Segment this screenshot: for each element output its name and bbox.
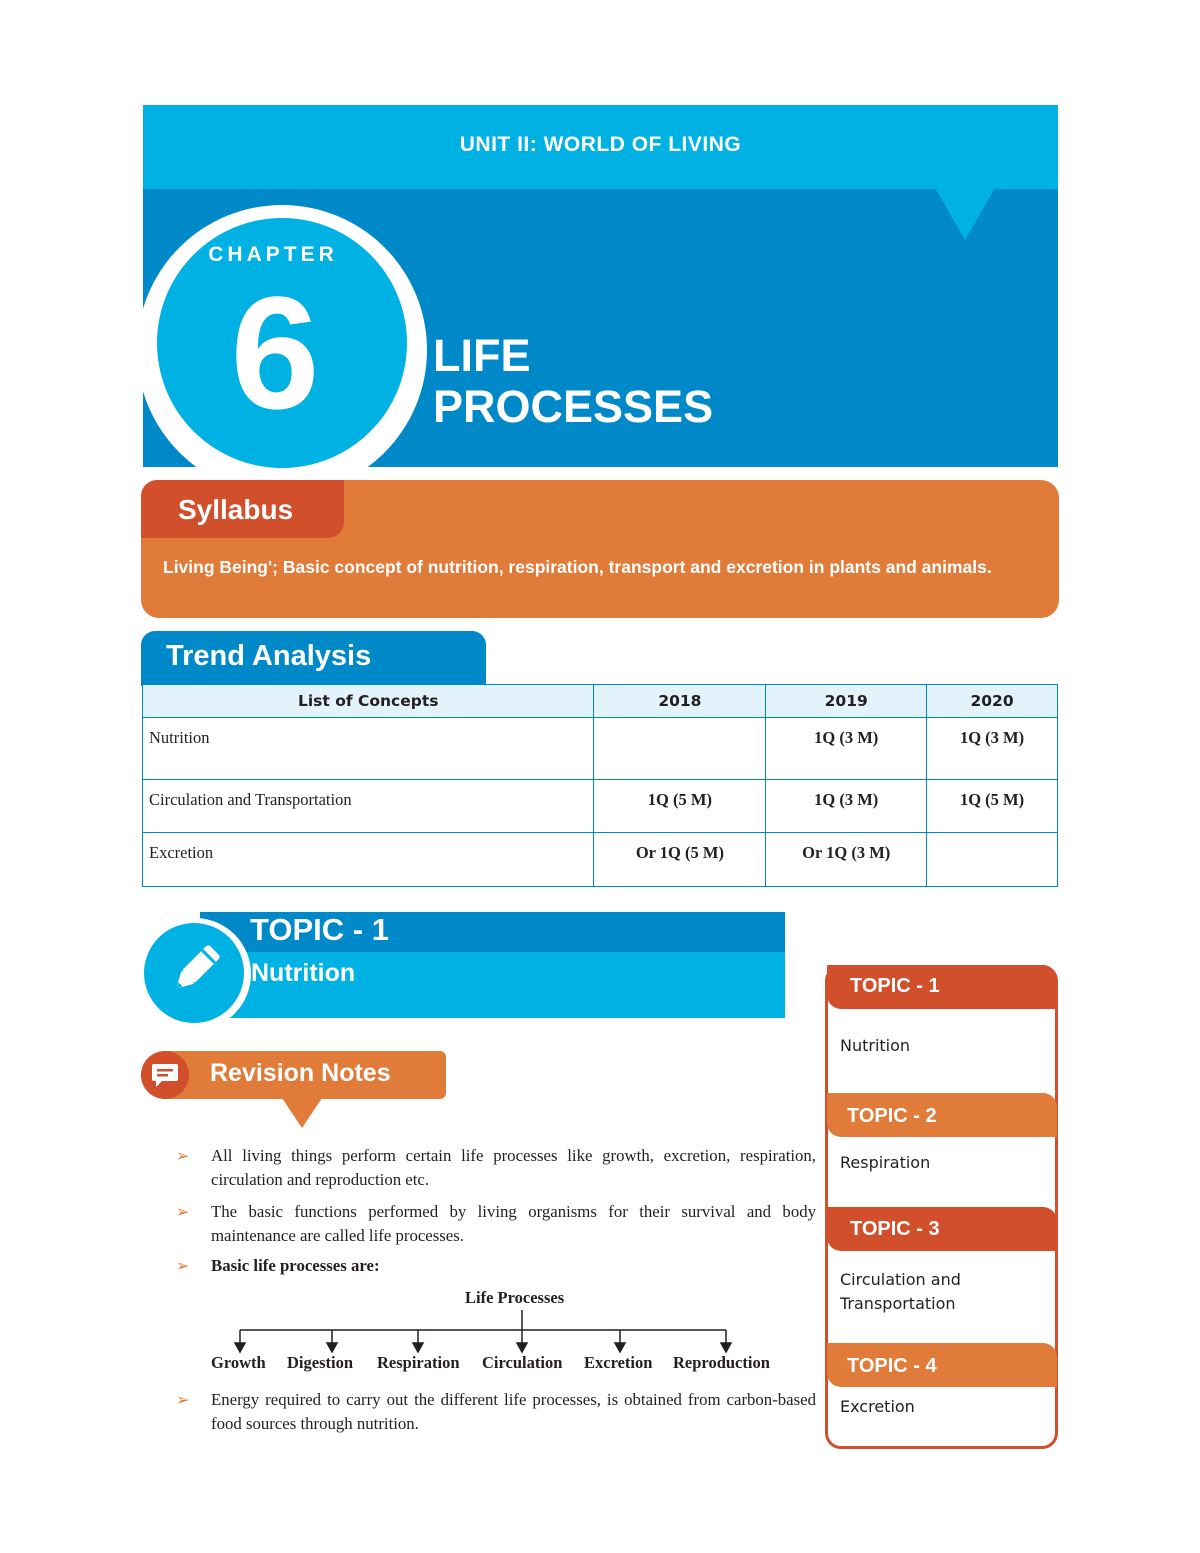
syllabus-heading: Syllabus bbox=[178, 494, 294, 525]
column-header: List of Concepts bbox=[143, 685, 594, 718]
sidebar-item-respiration: Respiration bbox=[840, 1153, 931, 1172]
sidebar-tab-label: TOPIC - 1 bbox=[850, 975, 940, 997]
column-header: 2019 bbox=[766, 685, 927, 718]
unit-title: UNIT II: WORLD OF LIVING bbox=[459, 133, 742, 156]
process-label: Respiration bbox=[377, 1353, 460, 1372]
process-label: Reproduction bbox=[673, 1353, 770, 1372]
revision-notes-heading: Revision Notes bbox=[210, 1059, 391, 1087]
revision-notes-notch bbox=[282, 1098, 322, 1128]
value-cell: 1Q (3 M) bbox=[766, 780, 927, 833]
note-item: Energy required to carry out the different life processes, is obtained from carbon-based food sources through nutrition. bbox=[211, 1390, 816, 1433]
value-cell: Or 1Q (3 M) bbox=[766, 833, 927, 887]
value-cell: Or 1Q (5 M) bbox=[594, 833, 766, 887]
column-header: 2020 bbox=[927, 685, 1058, 718]
sidebar-item-nutrition: Nutrition bbox=[840, 1036, 911, 1055]
chapter-label: CHAPTER bbox=[208, 243, 338, 266]
life-processes-diagram bbox=[230, 1308, 740, 1356]
concept-cell: Circulation and Transportation bbox=[143, 780, 594, 833]
chapter-number: 6 bbox=[230, 263, 320, 442]
topic-number: TOPIC - 1 bbox=[250, 912, 389, 947]
sidebar-item-circulation: Circulation and Transportation bbox=[840, 1270, 961, 1313]
note-item: Basic life processes are: bbox=[211, 1256, 380, 1275]
sidebar-tab-label: TOPIC - 3 bbox=[850, 1218, 940, 1240]
process-label: Excretion bbox=[584, 1353, 653, 1372]
bullet-arrow-icon: ➢ bbox=[176, 1148, 190, 1165]
trend-analysis-heading: Trend Analysis bbox=[166, 640, 372, 672]
chapter-title bbox=[433, 330, 713, 432]
process-label: Circulation bbox=[482, 1353, 563, 1372]
sidebar-tab-label: TOPIC - 2 bbox=[847, 1105, 937, 1127]
band-notch bbox=[935, 188, 995, 240]
process-label: Digestion bbox=[287, 1353, 353, 1372]
chapter-title-line1: LIFE bbox=[433, 330, 531, 381]
sidebar-tab-label: TOPIC - 4 bbox=[847, 1355, 937, 1377]
trend-analysis-table bbox=[142, 684, 1058, 887]
table-header-row bbox=[143, 685, 1058, 718]
note-item: The basic functions performed by living organisms for their survival and body maintenance are called life processes. bbox=[211, 1202, 816, 1245]
bullet-arrow-icon: ➢ bbox=[176, 1258, 190, 1275]
value-cell bbox=[594, 718, 766, 780]
value-cell bbox=[927, 833, 1058, 887]
table-row bbox=[143, 718, 1058, 780]
chapter-title-line2: PROCESSES bbox=[433, 381, 714, 432]
note-item: All living things perform certain life processes like growth, excretion, respiration, circulation and reproduction etc. bbox=[211, 1146, 816, 1189]
speech-bubble-icon bbox=[149, 1059, 181, 1091]
process-label: Growth bbox=[211, 1353, 266, 1372]
value-cell: 1Q (5 M) bbox=[927, 780, 1058, 833]
concept-cell: Nutrition bbox=[143, 718, 594, 780]
pencil-icon bbox=[163, 940, 225, 1002]
concept-cell: Excretion bbox=[143, 833, 594, 887]
value-cell: 1Q (5 M) bbox=[594, 780, 766, 833]
sidebar-item-excretion: Excretion bbox=[840, 1397, 915, 1416]
syllabus-text: Living Being'; Basic concept of nutrition, respiration, transport and excretion in plants and animals. bbox=[163, 557, 992, 577]
bullet-arrow-icon: ➢ bbox=[176, 1204, 190, 1221]
topic-name: Nutrition bbox=[251, 959, 356, 987]
column-header: 2018 bbox=[594, 685, 766, 718]
table-row bbox=[143, 833, 1058, 887]
diagram-title: Life Processes bbox=[465, 1288, 565, 1307]
value-cell: 1Q (3 M) bbox=[927, 718, 1058, 780]
table-row bbox=[143, 780, 1058, 833]
bullet-arrow-icon: ➢ bbox=[176, 1392, 190, 1409]
value-cell: 1Q (3 M) bbox=[766, 718, 927, 780]
